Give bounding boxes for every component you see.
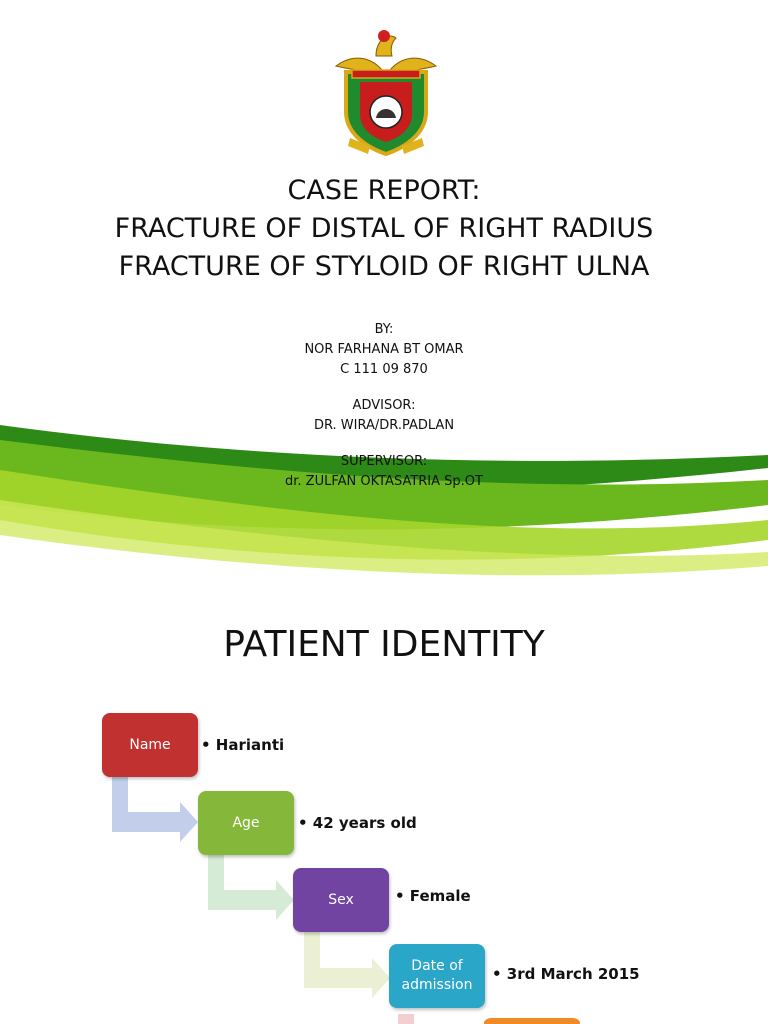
admission-date-box xyxy=(389,944,485,1008)
credits-block xyxy=(0,320,768,492)
advisor-label: ADVISOR: xyxy=(352,398,416,413)
title-line-3: FRACTURE OF STYLOID OF RIGHT ULNA xyxy=(118,251,650,282)
name-label: Name xyxy=(129,736,171,753)
author-name: NOR FARHANA BT OMAR xyxy=(304,342,464,357)
flow-connectors xyxy=(0,580,768,1024)
age-value: • 42 years old xyxy=(298,814,417,832)
title-line-1: CASE REPORT: xyxy=(287,175,481,206)
sex-box xyxy=(293,868,389,932)
supervisor-label: SUPERVISOR: xyxy=(340,454,428,469)
sex-label: Sex xyxy=(328,891,354,908)
advisor-names: DR. WIRA/DR.PADLAN xyxy=(313,418,455,433)
name-box xyxy=(102,713,198,777)
admission-date-label: Date of admission xyxy=(401,958,473,993)
report-title xyxy=(0,172,768,286)
slide-title: PATIENT IDENTITY xyxy=(223,624,545,665)
sex-value: • Female xyxy=(395,887,471,905)
by-label: BY: xyxy=(374,322,394,337)
student-id: C 111 09 870 xyxy=(340,362,428,377)
age-label: Age xyxy=(232,814,260,831)
university-crest-logo xyxy=(332,26,440,156)
supervisor-name: dr. ZULFAN OKTASATRIA Sp.OT xyxy=(285,474,483,489)
name-value: • Harianti xyxy=(201,736,285,754)
title-line-2: FRACTURE OF DISTAL OF RIGHT RADIUS xyxy=(114,213,654,244)
admission-date-value: • 3rd March 2015 xyxy=(492,965,640,983)
age-box xyxy=(198,791,294,855)
patient-identity-slide xyxy=(0,580,768,1024)
